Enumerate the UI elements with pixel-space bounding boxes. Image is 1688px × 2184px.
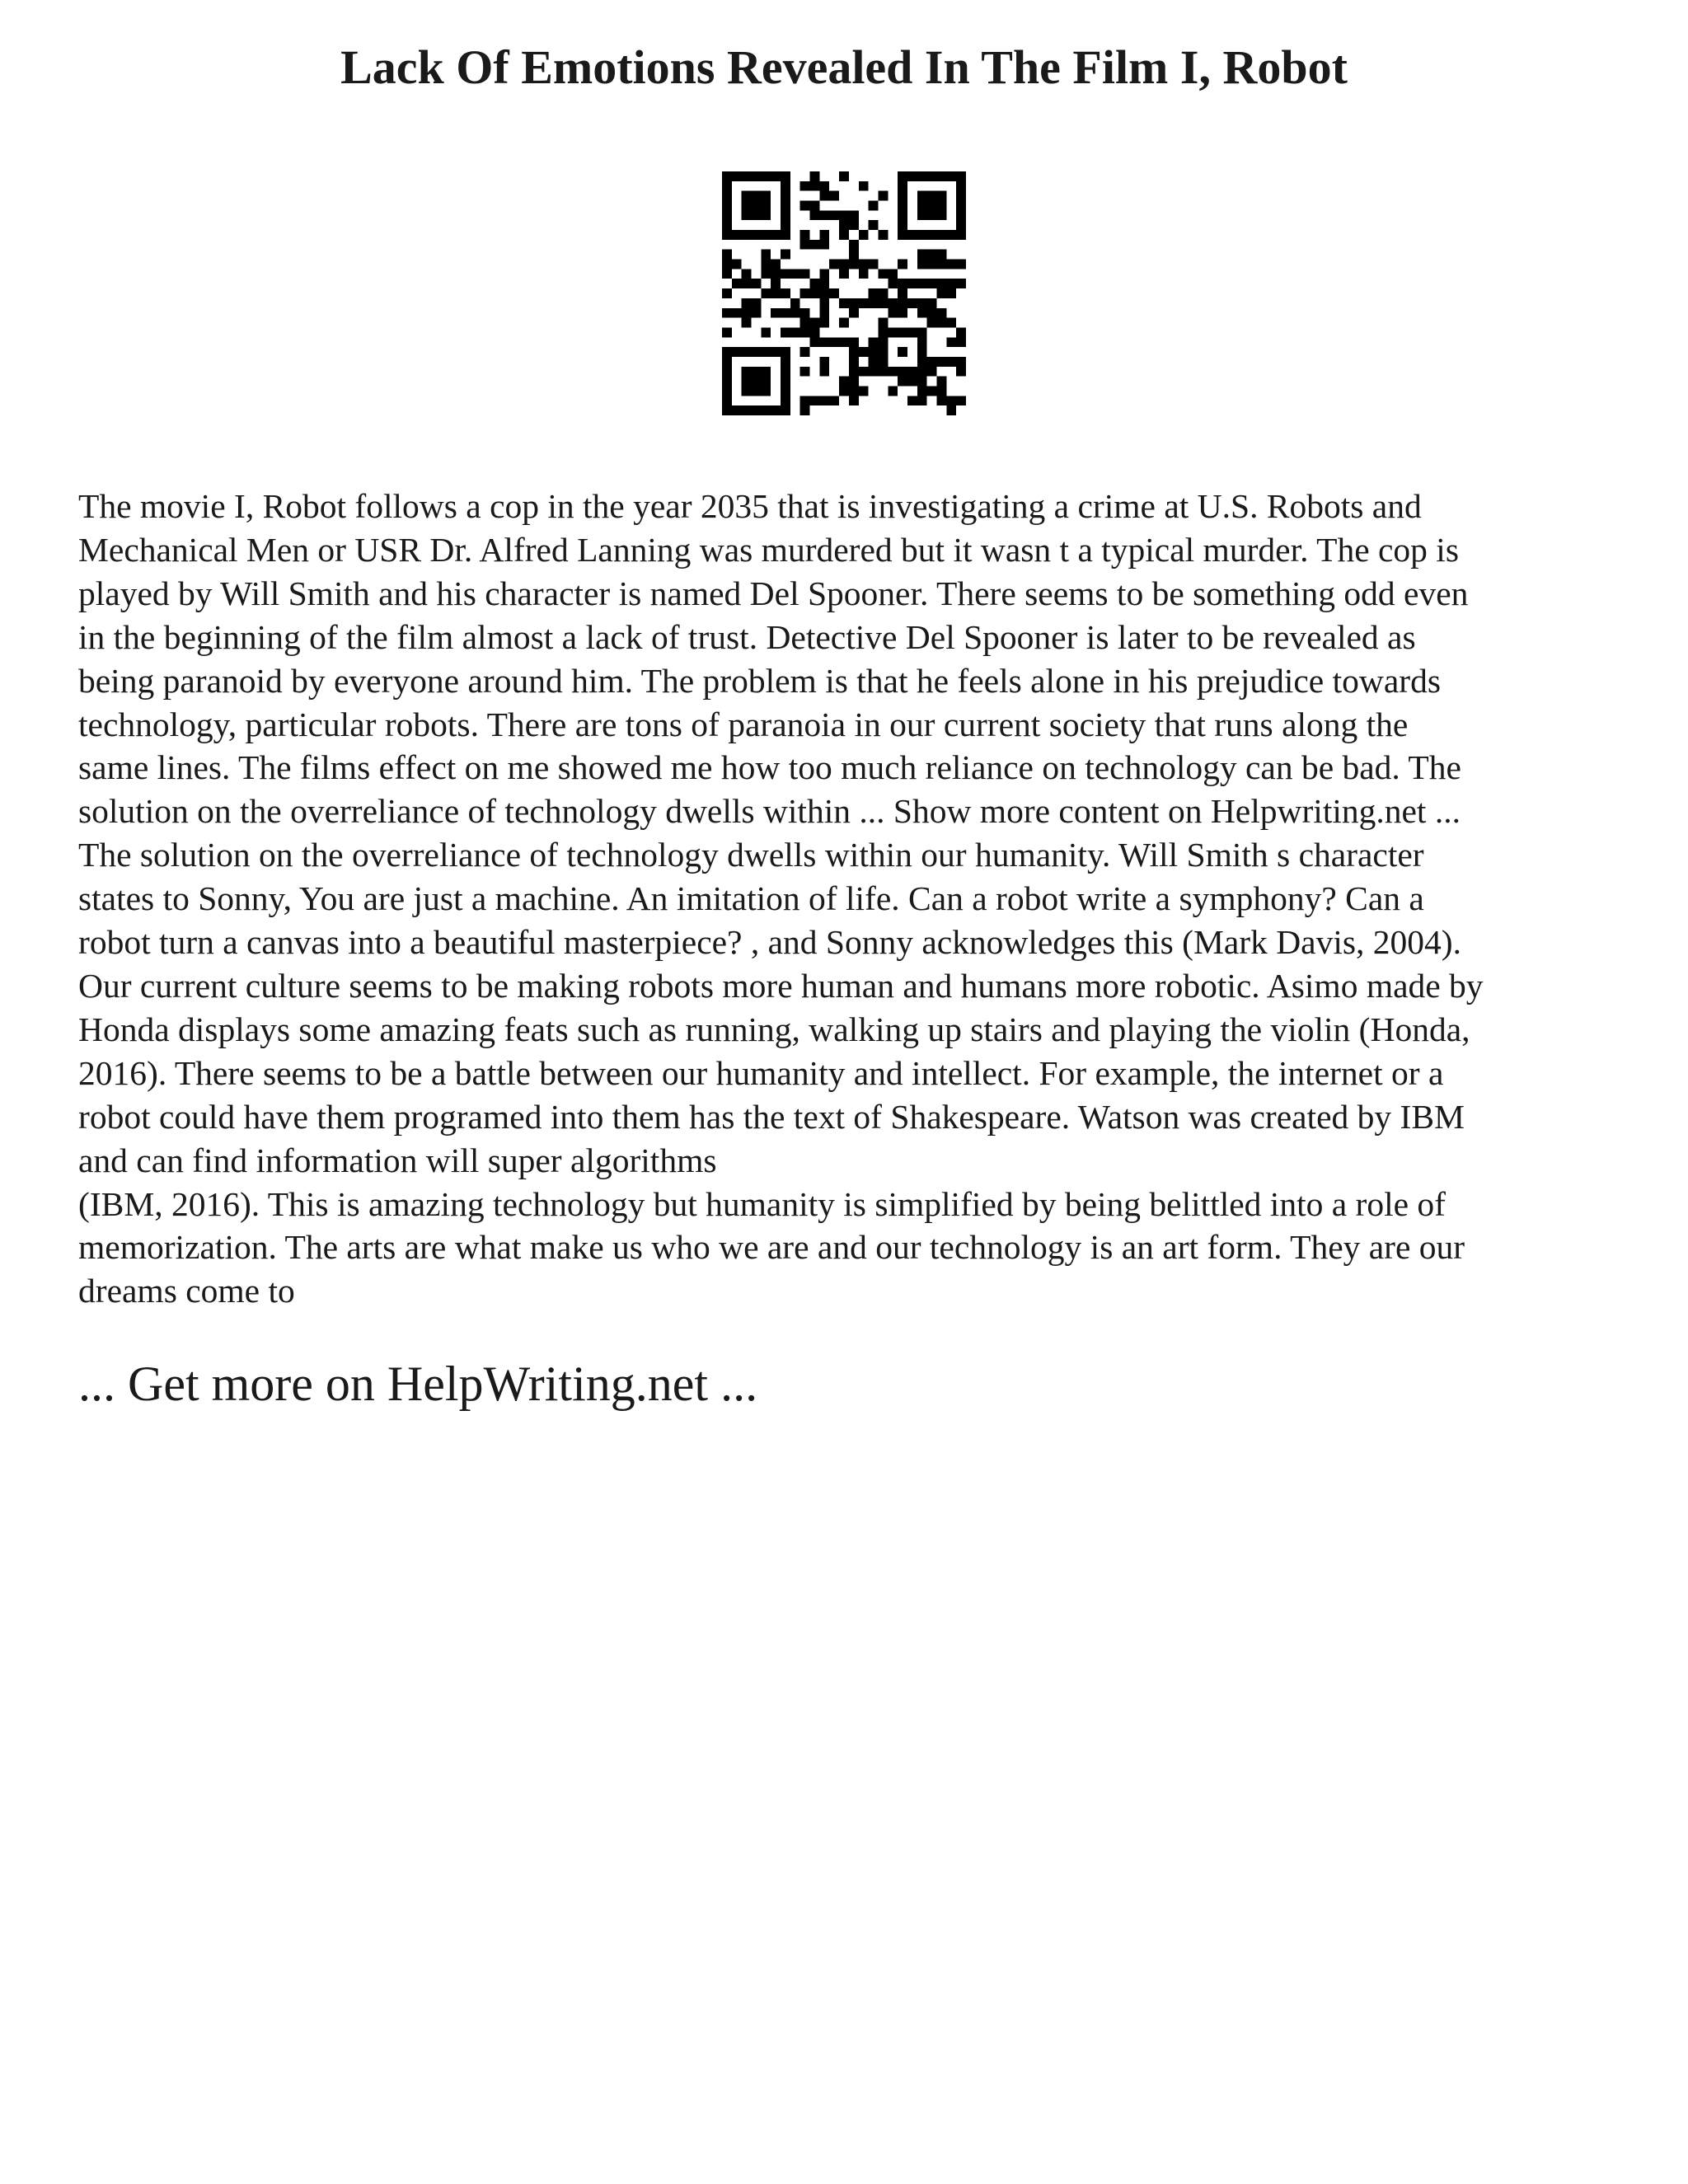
body-line: played by Will Smith and his character is named Del Spooner. There seems to be something odd even bbox=[78, 574, 1469, 612]
body-line: Honda displays some amazing feats such as running, walking up stairs and playing the violin (Honda, bbox=[78, 1010, 1470, 1048]
body-line: technology, particular robots. There are tons of paranoia in our current society that runs along the bbox=[78, 705, 1409, 743]
body-line: solution on the overreliance of technology dwells within ... Show more content on Helpwriting.net ... bbox=[78, 792, 1461, 831]
body-line: (IBM, 2016). This is amazing technology but humanity is simplified by being belittled into a role of bbox=[78, 1184, 1446, 1223]
body-line: in the beginning of the film almost a lack of trust. Detective Del Spooner is later to be revealed as bbox=[78, 617, 1416, 656]
body-line: being paranoid by everyone around him. The problem is that he feels alone in his prejudice towards bbox=[78, 661, 1441, 700]
body-line: Mechanical Men or USR Dr. Alfred Lanning was murdered but it wasn t a typical murder. The cop is bbox=[78, 530, 1459, 569]
get-more-link[interactable]: ... Get more on HelpWriting.net ... bbox=[78, 1357, 758, 1411]
page-title: Lack Of Emotions Revealed In The Film I, Robot bbox=[340, 40, 1348, 94]
body-line: The movie I, Robot follows a cop in the year 2035 that is investigating a crime at U.S. Robots and bbox=[78, 487, 1422, 525]
body-line: dreams come to bbox=[78, 1272, 295, 1310]
body-line: robot turn a canvas into a beautiful masterpiece? , and Sonny acknowledges this (Mark Davis, 2004). bbox=[78, 923, 1461, 962]
body-line: states to Sonny, You are just a machine. An imitation of life. Can a robot write a symphony? Can a bbox=[78, 879, 1424, 918]
body-line: Our current culture seems to be making robots more human and humans more robotic. Asimo made by bbox=[78, 966, 1484, 1005]
body-line: same lines. The films effect on me showed me how too much reliance on technology can be bad. The bbox=[78, 748, 1461, 787]
qr-code-icon bbox=[722, 171, 966, 415]
body-paragraph bbox=[78, 485, 1628, 1313]
body-line: 2016). There seems to be a battle between our humanity and intellect. For example, the internet or a bbox=[78, 1053, 1444, 1092]
body-line: memorization. The arts are what make us who we are and our technology is an art form. They are our bbox=[78, 1228, 1465, 1267]
body-line: The solution on the overreliance of technology dwells within our humanity. Will Smith s character bbox=[78, 836, 1424, 874]
body-line: and can find information will super algorithms bbox=[78, 1141, 717, 1179]
body-line: robot could have them programed into them has the text of Shakespeare. Watson was created by IBM bbox=[78, 1097, 1465, 1136]
